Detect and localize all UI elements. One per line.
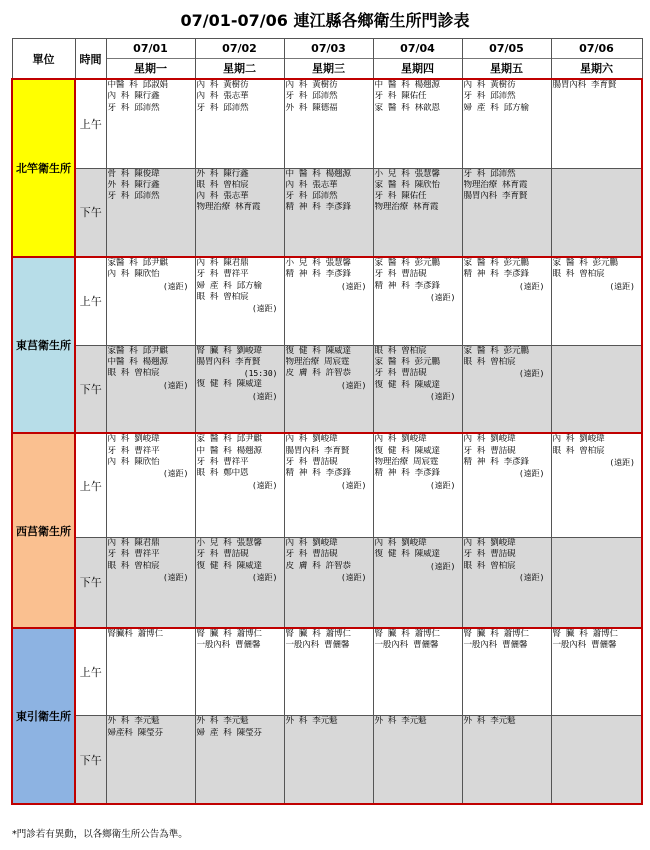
doctor-entry: 內 科 劉峻瑋	[374, 538, 427, 549]
doctor-entry: 物理治療 林育霞	[196, 202, 261, 213]
day-header	[284, 39, 373, 80]
doctor-entry: 家 醫 科 彭元鵬	[463, 258, 529, 269]
day-header	[195, 39, 284, 80]
schedule-cell	[195, 168, 284, 257]
doctor-entry: 中 醫 科 楊翹源	[374, 80, 440, 90]
doctor-entry: 家醫 科 邱尹麒	[107, 258, 168, 269]
day-date: 07/01	[107, 39, 195, 59]
doctor-entry: 內 科 劉峻瑋	[107, 434, 160, 445]
doctor-entry: 內 科 黃樹彷	[196, 80, 249, 90]
day-weekday: 星期二	[223, 62, 256, 75]
schedule-cell	[551, 628, 642, 716]
schedule-row-am	[12, 433, 642, 537]
schedule-cell	[462, 716, 551, 804]
doctor-entry: 中 醫 科 楊翹源	[196, 445, 262, 456]
schedule-remark: (遠距)	[518, 369, 545, 379]
doctor-entry: 腎臟科 蕭博仁	[107, 628, 163, 639]
schedule-cell	[284, 433, 373, 537]
doctor-entry: 外 科 陳德福	[285, 102, 338, 113]
doctor-entry: 精 神 科 李彥鋒	[463, 269, 529, 280]
schedule-cell	[106, 628, 195, 716]
doctor-entry: 家 醫 科 陳欣怡	[374, 179, 440, 190]
doctor-entry: 牙 科 曹詰硯	[196, 549, 249, 560]
schedule-remark: (遠距)	[162, 281, 189, 291]
schedule-cell	[551, 538, 642, 628]
schedule-cell	[373, 433, 462, 537]
schedule-cell	[106, 716, 195, 804]
day-header	[462, 39, 551, 80]
doctor-entry: 眼 科 曾柏宸	[374, 345, 427, 356]
schedule-cell	[284, 628, 373, 716]
day-weekday: 星期一	[134, 62, 167, 75]
schedule-cell	[195, 628, 284, 716]
schedule-remark: (遠距)	[518, 281, 545, 291]
doctor-entry: 復 健 科 陳威達	[374, 445, 440, 456]
doctor-entry: 外 科 李元魁	[285, 716, 338, 727]
doctor-entry: 復 健 科 陳威達	[196, 379, 262, 390]
schedule-remark: (15:30)	[243, 369, 278, 379]
doctor-entry: 家 醫 科 彭元鵬	[552, 258, 618, 269]
doctor-entry: 皮 膚 科 許智恭	[285, 368, 351, 379]
doctor-entry: 牙 科 陳佑任	[374, 91, 427, 102]
doctor-entry: 小 兒 科 張慧馨	[374, 168, 440, 179]
schedule-remark: (遠距)	[340, 380, 367, 390]
schedule-cell	[462, 538, 551, 628]
doctor-entry: 精 神 科 李彥鋒	[285, 269, 351, 280]
schedule-row-am	[12, 628, 642, 716]
schedule-cell	[195, 257, 284, 345]
schedule-cell	[284, 168, 373, 257]
schedule-remark: (遠距)	[429, 391, 456, 401]
schedule-cell	[373, 716, 462, 804]
day-weekday: 星期六	[580, 62, 613, 75]
schedule-cell	[462, 257, 551, 345]
schedule-cell	[106, 168, 195, 257]
schedule-remark: (遠距)	[518, 469, 545, 479]
doctor-entry: 腸胃內科 李育賢	[196, 357, 261, 368]
day-header	[106, 39, 195, 80]
schedule-cell	[462, 345, 551, 433]
schedule-remark: (遠距)	[162, 380, 189, 390]
doctor-entry: 外 科 李元魁	[107, 716, 160, 727]
doctor-entry: 中 醫 科 楊翹源	[285, 168, 351, 179]
schedule-cell	[551, 345, 642, 433]
doctor-entry: 腸胃內科 李育賢	[285, 445, 350, 456]
doctor-entry: 復 健 科 陳威達	[285, 345, 351, 356]
doctor-entry: 外 科 李元魁	[463, 716, 516, 727]
doctor-entry: 精 神 科 李彥鋒	[374, 468, 440, 479]
doctor-entry: 牙 科 曹祥平	[107, 549, 160, 560]
doctor-entry: 物理治療 林育霞	[463, 179, 528, 190]
doctor-entry: 精 神 科 李彥鋒	[463, 456, 529, 467]
doctor-entry: 內 科 黃樹彷	[285, 80, 338, 90]
doctor-entry: 內 科 劉峻瑋	[374, 434, 427, 445]
doctor-entry: 眼 科 曾柏宸	[463, 357, 516, 368]
doctor-entry: 內 科 張志華	[285, 179, 338, 190]
doctor-entry: 牙 科 曹詰硯	[374, 368, 427, 379]
doctor-entry: 內 科 陳欣怡	[107, 456, 160, 467]
schedule-cell	[373, 628, 462, 716]
day-date: 07/02	[196, 39, 284, 59]
schedule-remark: (遠距)	[251, 480, 278, 490]
doctor-entry: 物理治療 周宸霆	[374, 456, 439, 467]
schedule-remark: (遠距)	[429, 293, 456, 303]
doctor-entry: 一般內科 曹儷馨	[463, 640, 528, 651]
doctor-entry: 小 兒 科 張慧馨	[285, 258, 351, 269]
doctor-entry: 牙 科 曹詰硯	[463, 549, 516, 560]
doctor-entry: 腎 臟 科 蕭博仁	[374, 628, 440, 639]
schedule-remark: (遠距)	[518, 573, 545, 583]
day-header	[551, 39, 642, 80]
time-slot-label: 上午	[75, 433, 106, 537]
schedule-cell	[373, 538, 462, 628]
schedule-cell	[373, 79, 462, 168]
doctor-entry: 一般內科 曹儷馨	[196, 640, 261, 651]
doctor-entry: 復 健 科 陳威達	[196, 560, 262, 571]
day-weekday: 星期三	[312, 62, 345, 75]
unit-column-header: 單位	[12, 39, 75, 80]
doctor-entry: 牙 科 曹詰硯	[463, 445, 516, 456]
schedule-remark: (遠距)	[251, 391, 278, 401]
doctor-entry: 腎 臟 科 劉峻瑋	[196, 345, 262, 356]
doctor-entry: 精 神 科 李彥鋒	[374, 280, 440, 291]
doctor-entry: 精 神 科 李彥鋒	[285, 468, 351, 479]
doctor-entry: 牙 科 曹祥平	[196, 456, 249, 467]
schedule-row-pm	[12, 345, 642, 433]
schedule-cell	[106, 257, 195, 345]
doctor-entry: 皮 膚 科 許智恭	[285, 560, 351, 571]
time-slot-label: 上午	[75, 628, 106, 716]
doctor-entry: 外 科 李元魁	[374, 716, 427, 727]
schedule-cell	[284, 716, 373, 804]
time-slot-label: 下午	[75, 168, 106, 257]
schedule-remark: (遠距)	[429, 561, 456, 571]
clinic-schedule-table	[11, 38, 643, 805]
doctor-entry: 內 科 陳欣怡	[107, 269, 160, 280]
schedule-remark: (遠距)	[251, 573, 278, 583]
schedule-remark: (遠距)	[162, 573, 189, 583]
schedule-cell	[195, 345, 284, 433]
schedule-cell	[551, 79, 642, 168]
doctor-entry: 婦產科 陳瑩芬	[107, 727, 163, 738]
doctor-entry: 眼 科 曾柏宸	[196, 179, 249, 190]
schedule-remark: (遠距)	[251, 304, 278, 314]
schedule-cell	[551, 168, 642, 257]
time-slot-label: 下午	[75, 538, 106, 628]
schedule-remark: (遠距)	[340, 281, 367, 291]
doctor-entry: 腸胃內科 李育賢	[463, 191, 528, 202]
unit-name: 東莒衛生所	[12, 257, 75, 433]
day-weekday: 星期五	[490, 62, 523, 75]
footnote: *門診若有異動，以各鄉衛生所公告為準。	[12, 829, 188, 840]
schedule-cell	[284, 79, 373, 168]
doctor-entry: 婦 產 科 陳瑩芬	[196, 727, 262, 738]
schedule-cell	[551, 433, 642, 537]
doctor-entry: 牙 科 曹祥平	[107, 445, 160, 456]
doctor-entry: 中醫 科 邱淑娟	[107, 80, 168, 90]
doctor-entry: 牙 科 邱沛然	[107, 102, 160, 113]
doctor-entry: 一般內科 曹儷馨	[552, 640, 617, 651]
doctor-entry: 牙 科 邱沛然	[463, 168, 516, 179]
schedule-row-pm	[12, 168, 642, 257]
day-date: 07/06	[552, 39, 642, 59]
doctor-entry: 精 神 科 李彥鋒	[285, 202, 351, 213]
doctor-entry: 內 科 張志華	[196, 191, 249, 202]
doctor-entry: 牙 科 曹祥平	[196, 269, 249, 280]
schedule-remark: (遠距)	[429, 480, 456, 490]
doctor-entry: 一般內科 曹儷馨	[285, 640, 350, 651]
doctor-entry: 眼 科 曾柏宸	[552, 445, 605, 456]
schedule-cell	[195, 433, 284, 537]
doctor-entry: 家 醫 科 邱尹麒	[196, 434, 262, 445]
doctor-entry: 家 醫 科 彭元鵬	[463, 345, 529, 356]
doctor-entry: 家 醫 科 彭元鵬	[374, 258, 440, 269]
schedule-cell	[106, 79, 195, 168]
time-slot-label: 下午	[75, 716, 106, 804]
day-date: 07/04	[374, 39, 462, 59]
doctor-entry: 內 科 劉峻瑋	[285, 434, 338, 445]
unit-name: 西莒衛生所	[12, 433, 75, 627]
day-weekday: 星期四	[401, 62, 434, 75]
doctor-entry: 外 科 李元魁	[196, 716, 249, 727]
doctor-entry: 骨 科 陳俊瑋	[107, 168, 160, 179]
schedule-row-am	[12, 257, 642, 345]
unit-name: 北竿衛生所	[12, 79, 75, 257]
schedule-remark: (遠距)	[609, 281, 635, 291]
doctor-entry: 復 健 科 陳威達	[374, 549, 440, 560]
schedule-row-am	[12, 79, 642, 168]
doctor-entry: 婦 產 科 邱方榆	[463, 102, 529, 113]
doctor-entry: 外 科 陳行鑫	[196, 168, 249, 179]
doctor-entry: 家 醫 科 彭元鵬	[374, 357, 440, 368]
doctor-entry: 一般內科 曹儷馨	[374, 640, 439, 651]
doctor-entry: 內 科 黃樹彷	[463, 80, 516, 90]
time-column-header: 時間	[75, 39, 106, 80]
schedule-cell	[195, 79, 284, 168]
doctor-entry: 腎 臟 科 蕭博仁	[196, 628, 262, 639]
doctor-entry: 眼 科 鄭中恩	[196, 468, 249, 479]
schedule-cell	[462, 433, 551, 537]
doctor-entry: 牙 科 邱沛然	[285, 91, 338, 102]
doctor-entry: 牙 科 曹詰硯	[285, 549, 338, 560]
doctor-entry: 內 科 劉峻瑋	[463, 434, 516, 445]
schedule-cell	[551, 716, 642, 804]
time-slot-label: 上午	[75, 79, 106, 168]
doctor-entry: 牙 科 邱沛然	[285, 191, 338, 202]
doctor-entry: 內 科 劉峻瑋	[285, 538, 338, 549]
schedule-cell	[195, 538, 284, 628]
doctor-entry: 物理治療 周宸霆	[285, 357, 350, 368]
schedule-cell	[106, 345, 195, 433]
schedule-cell	[195, 716, 284, 804]
schedule-remark: (遠距)	[340, 573, 367, 583]
doctor-entry: 牙 科 曹詰硯	[374, 269, 427, 280]
doctor-entry: 牙 科 邱沛然	[463, 91, 516, 102]
doctor-entry: 腎 臟 科 蕭博仁	[463, 628, 529, 639]
doctor-entry: 婦 產 科 邱方榆	[196, 280, 262, 291]
doctor-entry: 眼 科 曾柏宸	[552, 269, 605, 280]
doctor-entry: 家 醫 科 林歆恩	[374, 102, 440, 113]
doctor-entry: 物理治療 林育霞	[374, 202, 439, 213]
schedule-cell	[106, 433, 195, 537]
doctor-entry: 腎 臟 科 蕭博仁	[552, 628, 618, 639]
day-date: 07/05	[463, 39, 551, 59]
schedule-row-pm	[12, 716, 642, 804]
doctor-entry: 內 科 劉峻瑋	[463, 538, 516, 549]
doctor-entry: 眼 科 曾柏宸	[196, 292, 249, 303]
doctor-entry: 眼 科 曾柏宸	[107, 560, 160, 571]
schedule-cell	[462, 168, 551, 257]
doctor-entry: 牙 科 邱沛然	[196, 102, 249, 113]
doctor-entry: 外 科 陳行鑫	[107, 179, 160, 190]
doctor-entry: 小 兒 科 張慧馨	[196, 538, 262, 549]
doctor-entry: 牙 科 曹詰硯	[285, 456, 338, 467]
doctor-entry: 家醫 科 邱尹麒	[107, 345, 168, 356]
day-date: 07/03	[285, 39, 373, 59]
schedule-cell	[284, 345, 373, 433]
schedule-cell	[551, 257, 642, 345]
schedule-cell	[373, 257, 462, 345]
doctor-entry: 眼 科 曾柏宸	[463, 560, 516, 571]
schedule-remark: (遠距)	[340, 480, 367, 490]
doctor-entry: 牙 科 陳佑任	[374, 191, 427, 202]
time-slot-label: 上午	[75, 257, 106, 345]
doctor-entry: 內 科 陳君鼎	[107, 538, 160, 549]
schedule-cell	[462, 79, 551, 168]
page-title: 07/01-07/06 連江縣各鄉衛生所門診表	[180, 11, 470, 30]
unit-name: 東引衛生所	[12, 628, 75, 804]
schedule-remark: (遠距)	[609, 457, 635, 467]
doctor-entry: 內 科 陳行鑫	[107, 91, 160, 102]
schedule-cell	[284, 538, 373, 628]
doctor-entry: 內 科 劉峻瑋	[552, 434, 605, 445]
schedule-cell	[462, 628, 551, 716]
doctor-entry: 復 健 科 陳威達	[374, 379, 440, 390]
schedule-cell	[373, 168, 462, 257]
doctor-entry: 腸胃內科 李育賢	[552, 80, 617, 90]
header-row	[12, 39, 642, 80]
time-slot-label: 下午	[75, 345, 106, 433]
doctor-entry: 內 科 張志華	[196, 91, 249, 102]
doctor-entry: 牙 科 邱沛然	[107, 191, 160, 202]
schedule-cell	[284, 257, 373, 345]
schedule-cell	[373, 345, 462, 433]
doctor-entry: 腎 臟 科 蕭博仁	[285, 628, 351, 639]
schedule-row-pm	[12, 538, 642, 628]
doctor-entry: 眼 科 曾柏宸	[107, 368, 160, 379]
schedule-remark: (遠距)	[162, 469, 189, 479]
day-header	[373, 39, 462, 80]
schedule-cell	[106, 538, 195, 628]
doctor-entry: 內 科 陳君鼎	[196, 258, 249, 269]
doctor-entry: 中醫 科 楊翹源	[107, 357, 168, 368]
